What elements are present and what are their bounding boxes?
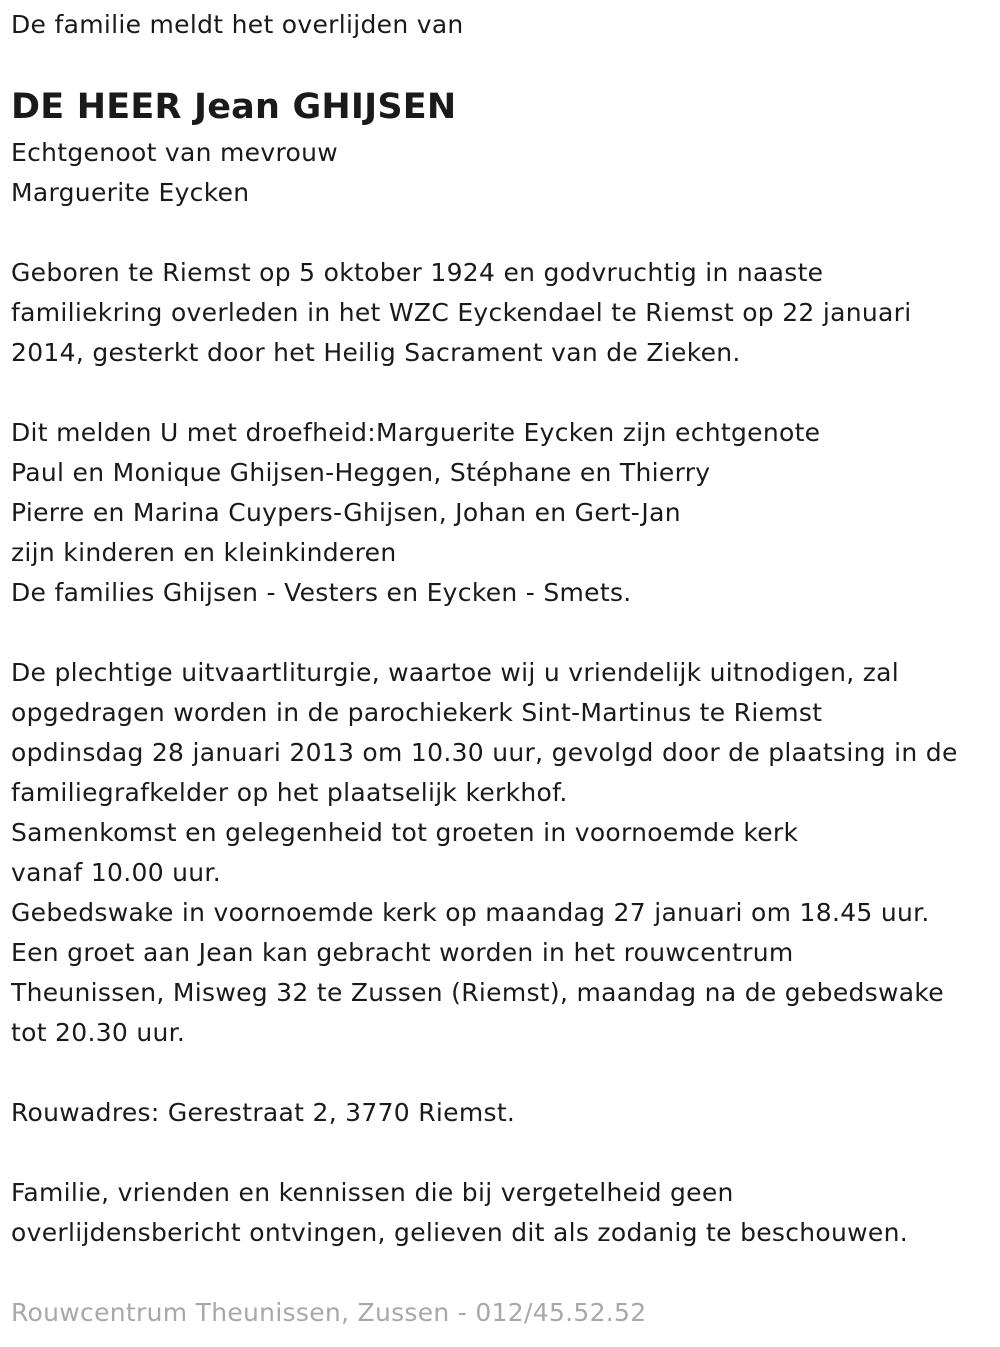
paragraph-line: overlijdensbericht ontvingen, gelieven dit als zodanig te beschouwen. (11, 1218, 908, 1247)
intro-text: De familie meldt het overlijden van (11, 10, 464, 39)
birth-death-paragraph (11, 253, 911, 373)
spouse-line: Marguerite Eycken (11, 178, 250, 207)
paragraph-line: De families Ghijsen - Vesters en Eycken - Smets. (11, 578, 632, 607)
paragraph-line: Paul en Monique Ghijsen-Heggen, Stéphane en Thierry (11, 458, 711, 487)
paragraph-line: familiegrafkelder op het plaatselijk kerkhof. (11, 778, 568, 807)
paragraph-line: Theunissen, Misweg 32 te Zussen (Riemst), maandag na de gebedswake (11, 978, 944, 1007)
paragraph-line: tot 20.30 uur. (11, 1018, 186, 1047)
notice-paragraph (11, 1173, 908, 1253)
spouse-line: Echtgenoot van mevrouw (11, 138, 338, 167)
deceased-name: DE HEER Jean GHIJSEN (11, 87, 457, 127)
paragraph-line: De plechtige uitvaartliturgie, waartoe wij u vriendelijk uitnodigen, zal (11, 658, 900, 687)
paragraph-line: zijn kinderen en kleinkinderen (11, 538, 397, 567)
mourning-address (11, 1093, 515, 1133)
paragraph-line: Dit melden U met droefheid:Marguerite Eycken zijn echtgenote (11, 418, 821, 447)
funeral-paragraph (11, 653, 958, 1053)
paragraph-line: Geboren te Riemst op 5 oktober 1924 en godvruchtig in naaste (11, 258, 824, 287)
address-line: Rouwadres: Gerestraat 2, 3770 Riemst. (11, 1098, 516, 1127)
paragraph-line: Familie, vrienden en kennissen die bij vergetelheid geen (11, 1178, 734, 1207)
paragraph-line: Pierre en Marina Cuypers-Ghijsen, Johan en Gert-Jan (11, 498, 681, 527)
paragraph-line: familiekring overleden in het WZC Eyckendael te Riemst op 22 januari (11, 298, 912, 327)
family-paragraph (11, 413, 820, 613)
paragraph-line: opgedragen worden in de parochiekerk Sint-Martinus te Riemst (11, 698, 823, 727)
spouse-block (11, 133, 338, 213)
paragraph-line: opdinsdag 28 januari 2013 om 10.30 uur, gevolgd door de plaatsing in de (11, 738, 958, 767)
paragraph-line: vanaf 10.00 uur. (11, 858, 221, 887)
funeral-home-footer: Rouwcentrum Theunissen, Zussen - 012/45.52.52 (11, 1298, 647, 1327)
paragraph-line: 2014, gesterkt door het Heilig Sacrament van de Zieken. (11, 338, 741, 367)
paragraph-line: Een groet aan Jean kan gebracht worden in het rouwcentrum (11, 938, 794, 967)
paragraph-line: Gebedswake in voornoemde kerk op maandag 27 januari om 18.45 uur. (11, 898, 930, 927)
paragraph-line: Samenkomst en gelegenheid tot groeten in voornoemde kerk (11, 818, 799, 847)
